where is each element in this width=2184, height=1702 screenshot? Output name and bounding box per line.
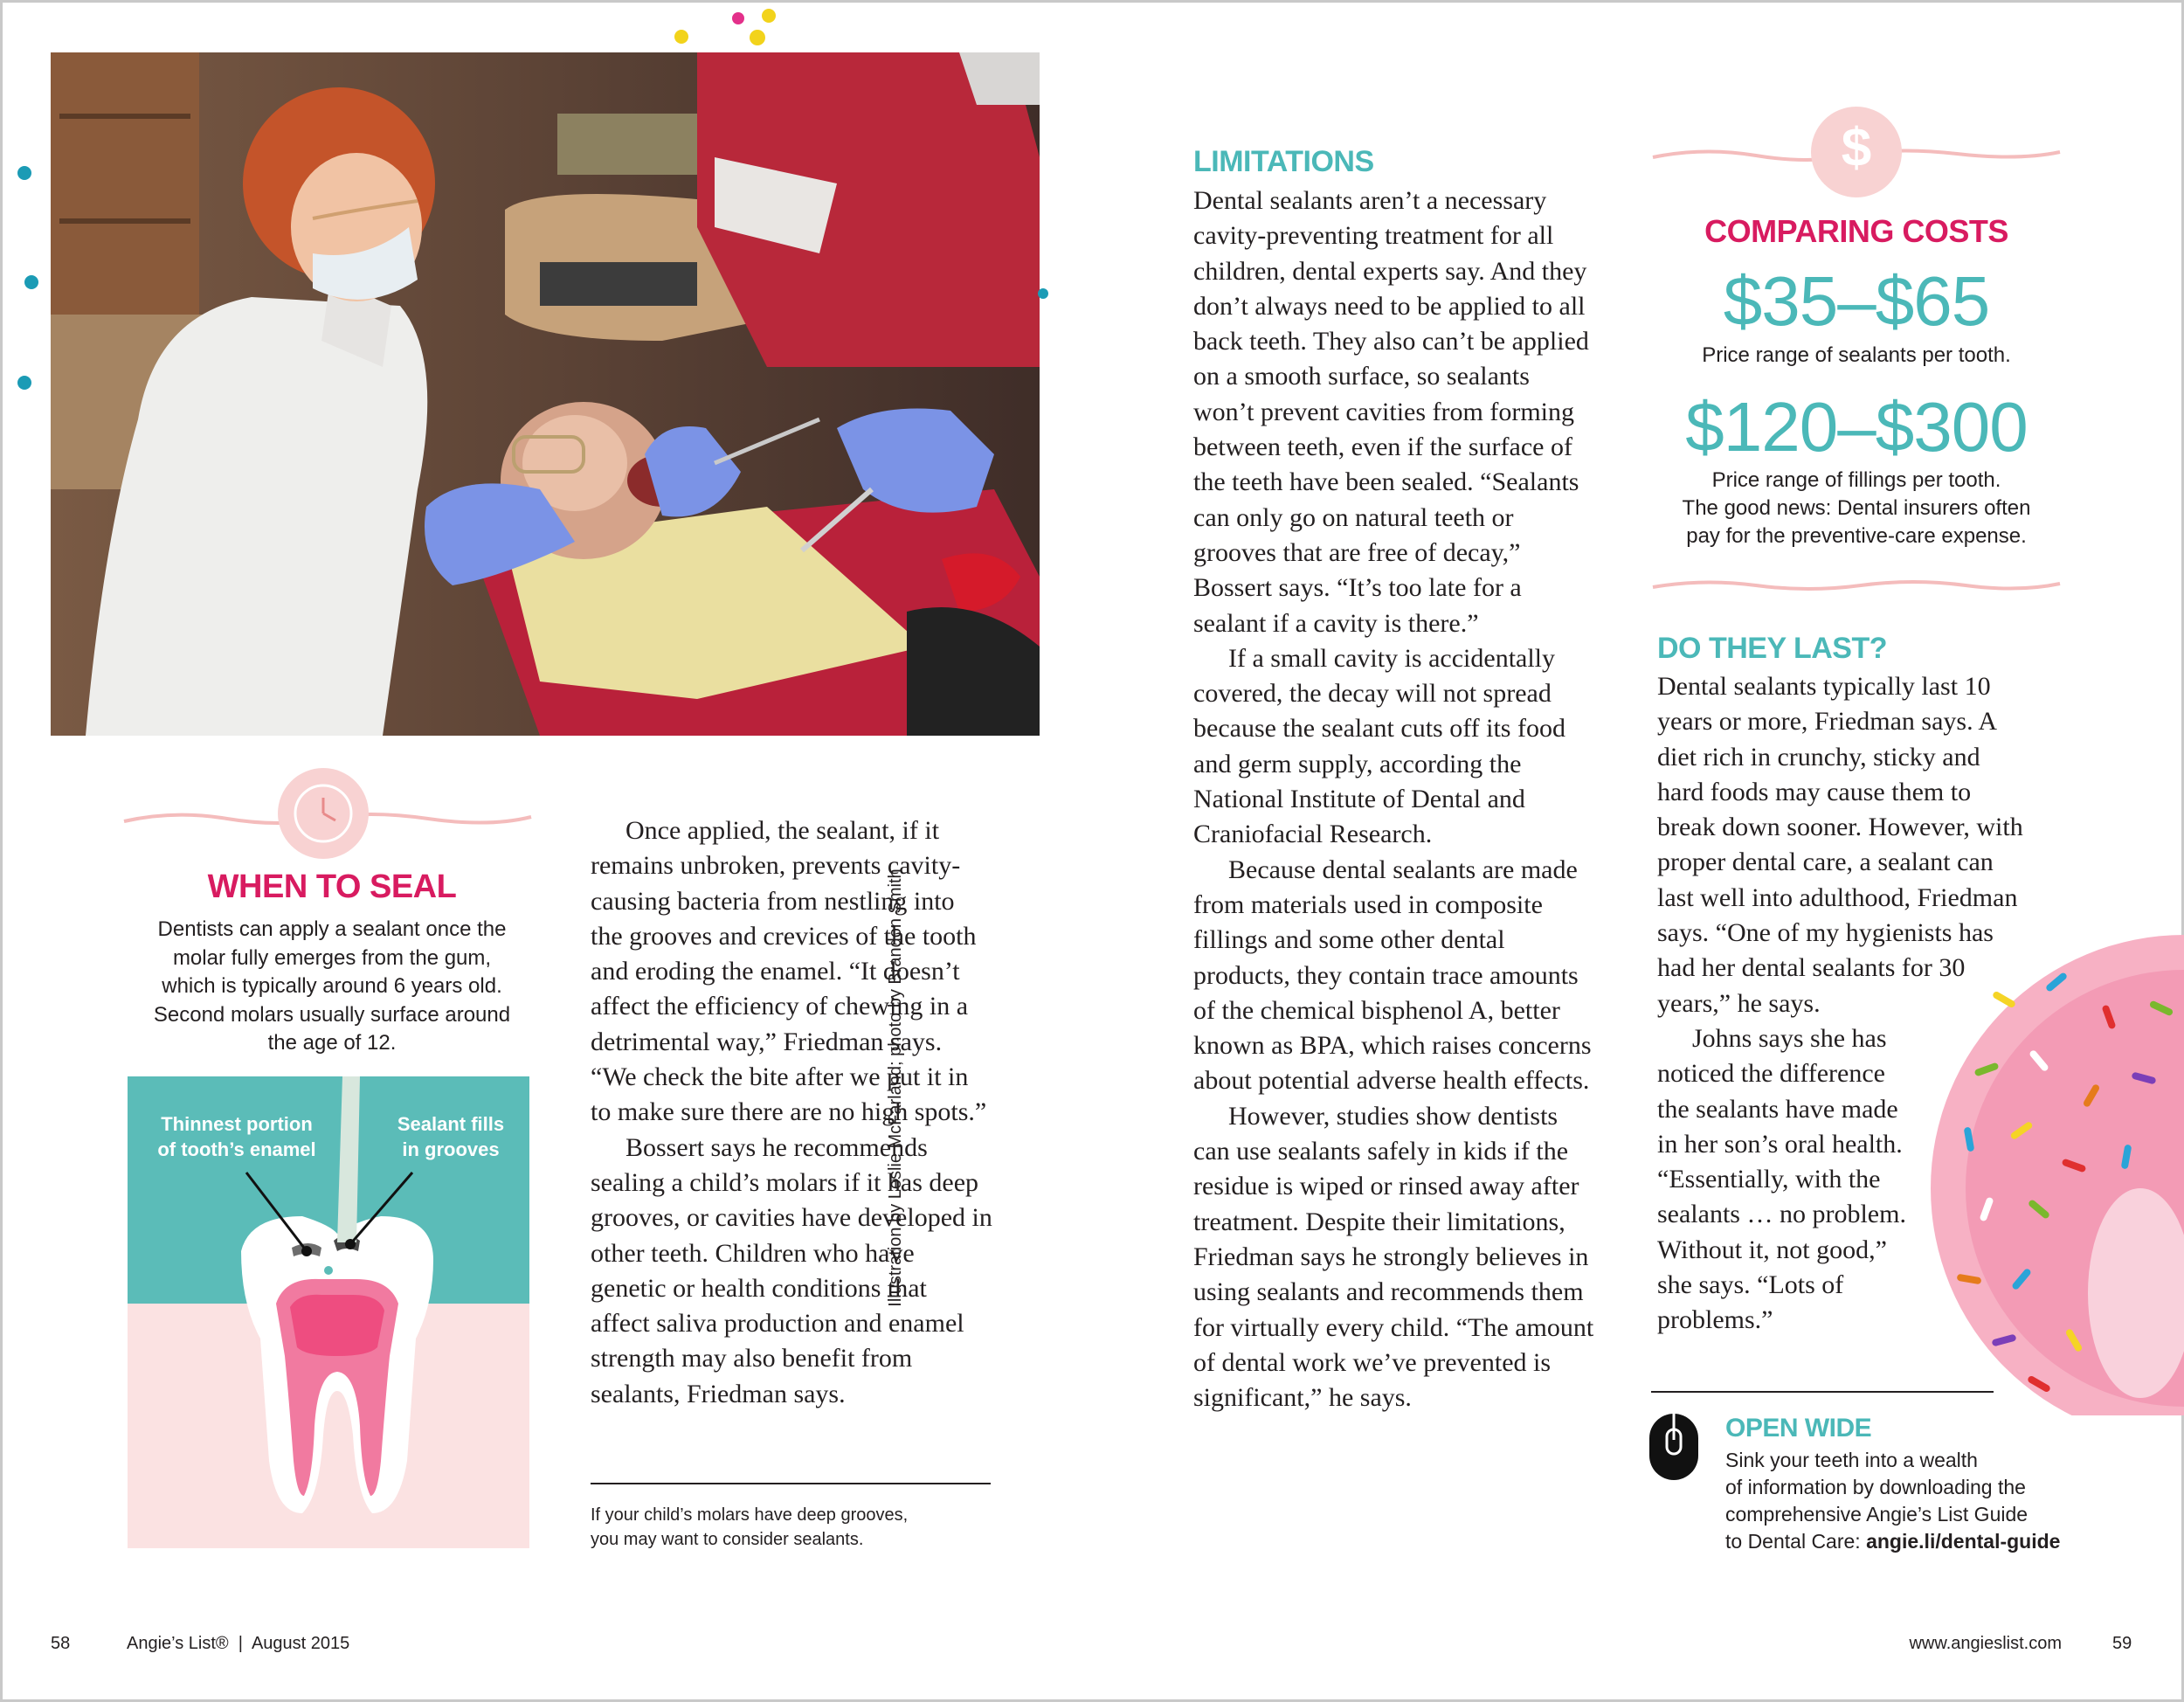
sprinkle-dot — [762, 9, 776, 23]
sprinkle-dot — [17, 166, 31, 180]
costs-title: COMPARING COSTS — [1704, 213, 2008, 249]
costs-good-news-1: The good news: Dental insurers often — [1682, 496, 2031, 520]
filling-price-range: $120–$300 — [1685, 388, 2028, 466]
last-column — [1657, 669, 2024, 1339]
illus-label-grooves: in grooves — [402, 1138, 500, 1160]
last-paragraph-2: Johns says she has noticed the difference the sealants have made in her son’s oral health. “Essentially, with the sealants … no problem. Without it, not good,” she says. “Lots of problems.” — [1657, 1023, 1906, 1335]
illus-label-sealant: Sealant fills — [397, 1113, 505, 1135]
when-to-seal-title: WHEN TO SEAL — [207, 868, 457, 905]
costs-bottom-divider — [1651, 577, 2062, 598]
last-title: DO THEY LAST? — [1657, 632, 1887, 665]
caption-line-1: If your child’s molars have deep grooves, — [591, 1505, 909, 1525]
dental-guide-link[interactable]: angie.li/dental-guide — [1866, 1530, 2061, 1553]
publication-info: Angie’s List® | August 2015 — [127, 1634, 350, 1653]
sprinkle-dot — [732, 12, 744, 24]
filling-price-desc: Price range of fillings per tooth. — [1711, 468, 2001, 492]
limitations-paragraph-4: However, studies show dentists can use sealants safely in kids if the residue is wiped or rinsed away after treatment. Despite their limitations, Friedman says he strongly believes in using sealants and recommends them for virtually every child. “The amount of dental work we’ve prevented is significant,” he says. — [1193, 1101, 1594, 1413]
limitations-paragraph-3: Because dental sealants are made from materials used in composite fillings and some other dental products, they contain trace amounts of the chemical bisphenol A, better known as BPA, which raises concerns about potential adverse health effects. — [1193, 854, 1592, 1096]
photo-credit: Illustration by Leslie McFarland; photo by Brandon Smith — [886, 868, 905, 1307]
open-wide-line-4: to Dental Care: — [1725, 1530, 1867, 1553]
limitations-paragraph-2: If a small cavity is accidentally covered, the decay will not spread because the sealant cuts off its food and germ supply, according the National Institute of Dental and Craniofacial Research. — [1193, 643, 1565, 849]
when-to-seal-text: Dentists can apply a sealant once the molar fully emerges from the gum, which is typically around 6 years old. Second molars usually surface around the age of 12. — [153, 917, 511, 1055]
open-wide-line-2: of information by downloading the — [1725, 1476, 2026, 1498]
sprinkle-dot — [24, 275, 38, 289]
open-wide-rule — [1651, 1391, 1994, 1393]
page-number-right: 59 — [2112, 1634, 2132, 1653]
sprinkle-dot — [674, 30, 688, 44]
page-number-left: 58 — [51, 1634, 71, 1653]
left-paragraph-2: Bossert says he recommends sealing a child’s molars if it has deep grooves, or cavities have developed in other teeth. Children who have genetic or health conditions that affect saliva production and enamel strength may also benefit from sealants, Friedman says. — [591, 1132, 992, 1408]
left-paragraph-1: Once applied, the sealant, if it remains unbroken, prevents cavity-causing bacteria from nestling into the grooves and crevices of the tooth and eroding the enamel. “It doesn’t affect the efficiency of chewing in a detrimental way,” Friedman says. “We check the bite after we put it in to make sure there are no high spots.” — [591, 816, 987, 1127]
last-paragraph-1: Dental sealants typically last 10 years or more, Friedman says. A diet rich in crunchy, sticky and hard foods may cause them to break down sooner. However, with proper dental care, a sealant can last well into adulthood, Friedman says. “One of my hygienists has had her dental sealants for 30 years,” he says. — [1657, 672, 2023, 1018]
costs-good-news-2: pay for the preventive-care expense. — [1686, 524, 2027, 548]
sealant-price-desc: Price range of sealants per tooth. — [1702, 343, 2011, 367]
caption-rule — [591, 1483, 991, 1484]
caption-line-2: you may want to consider sealants. — [591, 1530, 864, 1549]
illus-label-enamel: of tooth’s enamel — [157, 1138, 316, 1160]
website[interactable]: www.angieslist.com — [1909, 1634, 2062, 1653]
open-wide-line-3: comprehensive Angie’s List Guide — [1725, 1503, 2028, 1526]
limitations-column — [1193, 183, 1595, 1415]
open-wide-title: OPEN WIDE — [1725, 1414, 1872, 1443]
sprinkle-dot — [1038, 288, 1048, 299]
sealant-price-range: $35–$65 — [1723, 262, 1990, 340]
dollar-icon: $ — [1841, 118, 1872, 178]
limitations-paragraph-1: Dental sealants aren’t a necessary cavity-preventing treatment for all children, dental experts say. And they don’t always need to be applied to all back teeth. They also can’t be applied on a smooth surface, so sealants won’t prevent cavities from forming between teeth, even if the surface of the teeth have been sealed. “Sealants can only go on natural teeth or grooves that are free of decay,” Bossert says. “It’s too late for a sealant if a cavity is there.” — [1193, 186, 1589, 638]
dentist-photo — [51, 52, 1040, 736]
open-wide-line-1: Sink your teeth into a wealth — [1725, 1449, 1978, 1471]
sprinkle-dot — [17, 376, 31, 390]
sprinkle-dot — [750, 30, 765, 45]
mouse-icon — [1649, 1414, 1698, 1480]
left-body-column — [591, 813, 992, 1412]
illus-label-thinnest: Thinnest portion — [161, 1113, 313, 1135]
tooth-illustration — [128, 1076, 529, 1548]
limitations-title: LIMITATIONS — [1193, 145, 1374, 178]
clock-divider — [122, 765, 533, 861]
